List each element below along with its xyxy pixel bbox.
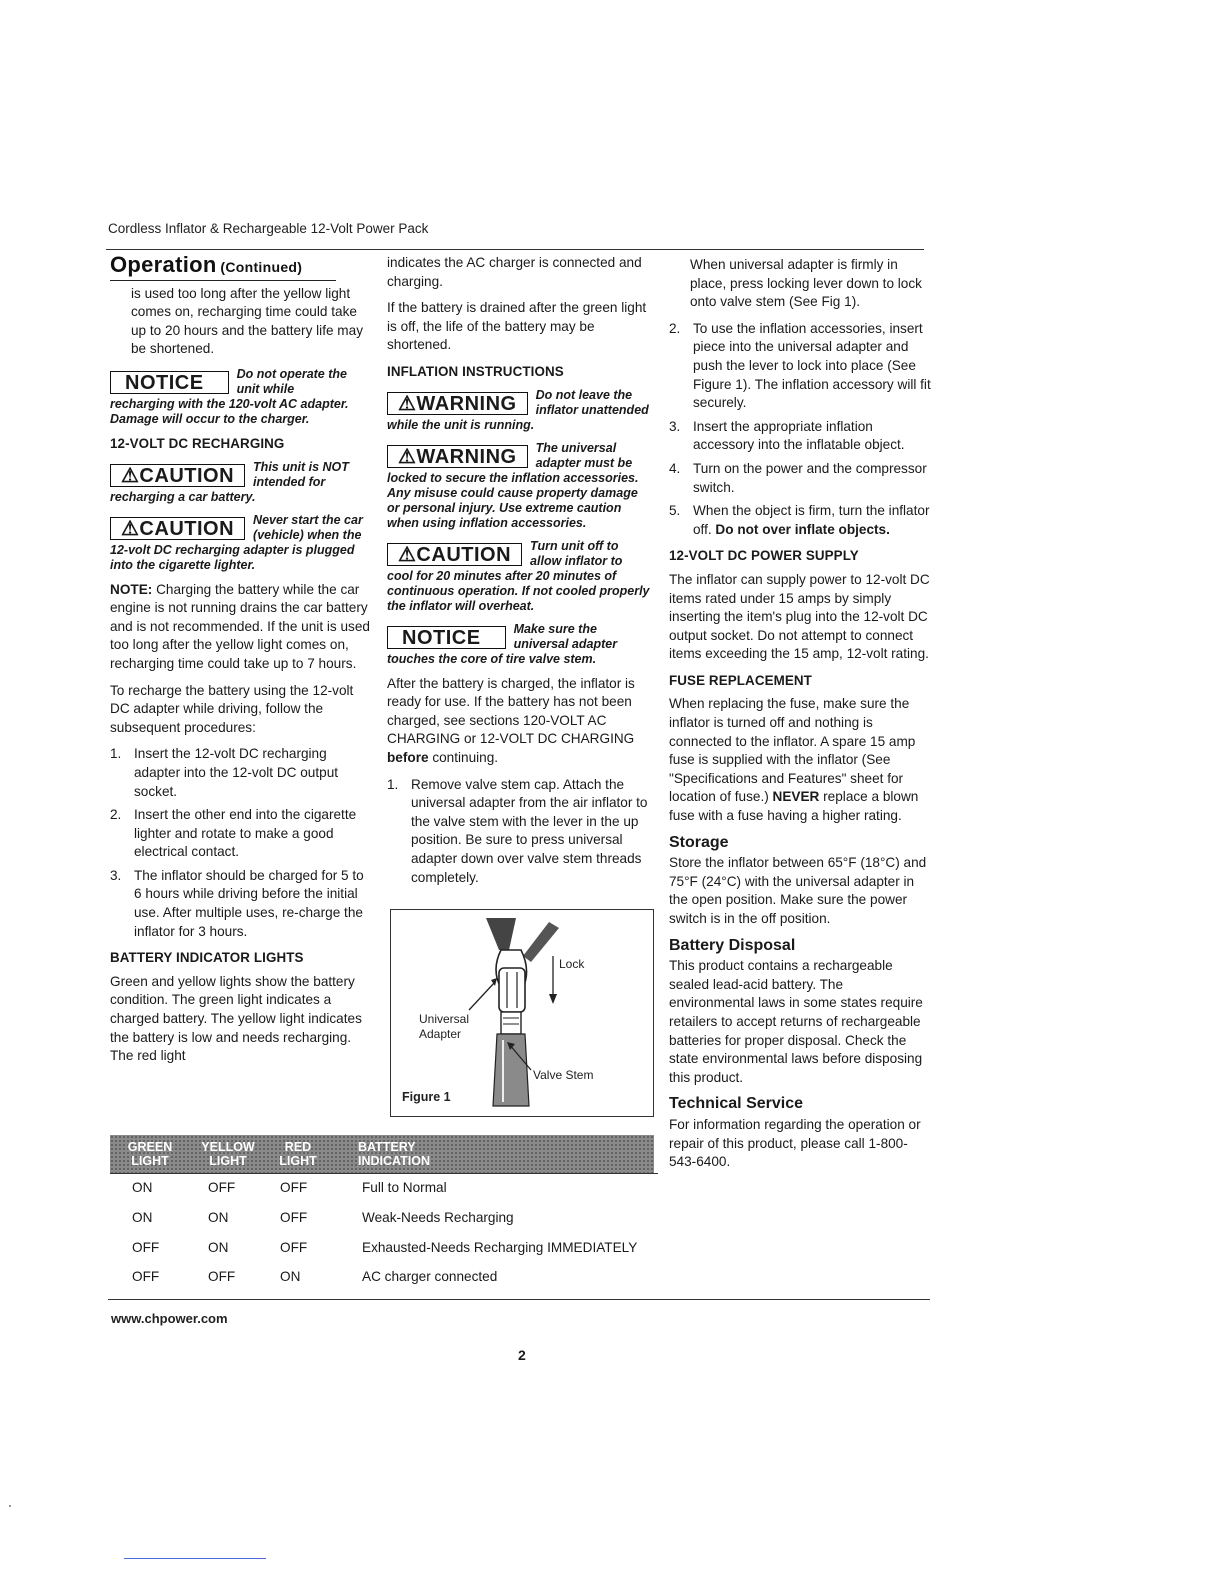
inflation-steps — [387, 776, 653, 888]
list-item: 4. Turn on the power and the compressor switch. — [669, 460, 927, 495]
storage-text: Store the inflator between 65°F (18°C) and 75°F (24°C) with the universal adapter in the open position. Make sure the power switch is in the off position. — [669, 855, 927, 926]
recharge-steps — [110, 745, 372, 941]
subheading-power-supply: 12-VOLT DC POWER SUPPLY — [669, 548, 859, 564]
caution-box-3 — [387, 539, 653, 569]
table-header — [110, 1135, 654, 1173]
intro-paragraph: is used too long after the yellow light comes on, recharging time could take up to 20 hours and the battery life may be shortened. — [131, 285, 363, 357]
list-item: 5. When the object is firm, turn the inflator off. Do not over inflate objects. — [669, 503, 930, 537]
header-green-light: GREEN LIGHT — [127, 1140, 173, 1168]
warning-text: while the unit is running. — [387, 417, 535, 432]
table-row: OFF OFF ON AC charger connected — [132, 1269, 498, 1284]
power-supply-text: The inflator can supply power to 12-volt DC items rated under 15 amps by simply inserting the item's plug into the 12-volt DC output socket. Do not attempt to connect items exceeding the 15 amp, 12-volt rating. — [669, 571, 930, 662]
figure-1 — [390, 909, 654, 1117]
disposal-text: This product contains a rechargeable sealed lead-acid battery. The environmental laws in some states require retailers to accept returns of rechargeable batteries for proper disposal. Check the state environmental laws before disposing this product. — [669, 958, 923, 1085]
scan-artifact-dot — [9, 1505, 11, 1507]
warning-text: locked to secure the inflation accessories. Any misuse could cause property damage or personal injury. Use extreme caution when using inflation accessories. — [387, 470, 639, 530]
footer-rule — [108, 1299, 930, 1300]
figure-label-adapter: Adapter — [419, 1027, 462, 1041]
notice-text: recharging with the 120-volt AC adapter. Damage will occur to the charger. — [110, 396, 349, 426]
header-rule — [106, 249, 924, 250]
list-item: 2. Insert the other end into the cigarette lighter and rotate to make a good electrical contact. — [110, 807, 357, 860]
subheading-battery-lights: BATTERY INDICATOR LIGHTS — [110, 950, 304, 966]
header-battery-indication: BATTERY INDICATION — [358, 1140, 430, 1168]
caution-text: cool for 20 minutes after 20 minutes of continuous operation. If not cooled properly the inflator will overheat. — [387, 568, 650, 613]
warning-badge: ⚠WARNING — [387, 445, 528, 468]
inflation-steps-continued — [669, 320, 931, 540]
table-rule — [110, 1173, 658, 1174]
heading-battery-disposal: Battery Disposal — [669, 936, 796, 954]
caution-badge: ⚠CAUTION — [387, 543, 522, 566]
caution-box-2 — [110, 513, 372, 543]
caution-text: recharging a car battery. — [110, 489, 256, 504]
after-charged-paragraph: After the battery is charged, the inflator is ready for use. If the battery has not been charged, see sections 120-VOLT AC CHARGING or 12-VOLT DC CHARGING before continuing. — [387, 675, 635, 765]
warning-box-2 — [387, 441, 653, 471]
section-heading — [110, 252, 336, 281]
section-title: Operation — [110, 252, 217, 277]
drained-text: If the battery is drained after the green light is off, the life of the battery may be shortened. — [387, 300, 647, 353]
caution-heading: This unit is NOT intended for — [253, 459, 349, 489]
figure-label-valve-stem: Valve Stem — [533, 1068, 594, 1082]
warning-heading: The universal adapter must be — [535, 440, 633, 470]
caution-box-1 — [110, 460, 372, 490]
column-3 — [669, 256, 931, 1180]
notice-badge: NOTICE — [387, 626, 506, 649]
lever-left-shape — [486, 918, 516, 950]
note-paragraph — [110, 581, 372, 674]
list-item: 3. Insert the appropriate inflation accessory into the inflatable object. — [669, 418, 905, 453]
note-label: NOTE: — [110, 581, 153, 597]
caution-badge: ⚠CAUTION — [110, 464, 245, 487]
caution-heading: Turn unit off to allow inflator to — [530, 538, 623, 568]
heading-storage: Storage — [669, 833, 729, 851]
notice-badge: NOTICE — [110, 371, 229, 394]
table-row: ON OFF OFF Full to Normal — [132, 1180, 447, 1195]
page-number: 2 — [518, 1347, 526, 1363]
service-text: For information regarding the operation or repair of this product, please call 1-800-543-6400. — [669, 1116, 921, 1170]
column-2 — [387, 254, 653, 895]
subheading-inflation: INFLATION INSTRUCTIONS — [387, 363, 564, 379]
table-row: OFF ON OFF Exhausted-Needs Recharging IMMEDIATELY — [132, 1240, 638, 1255]
header-yellow-light: YELLOW LIGHT — [201, 1140, 255, 1168]
figure-label-lock: Lock — [559, 957, 585, 971]
notice-box-2 — [387, 622, 653, 652]
list-item: 3. The inflator should be charged for 5 to 6 hours while driving before the initial use. After multiple uses, re-charge the inflator for 3 hours. — [110, 867, 364, 939]
notice-text: touches the core of tire valve stem. — [387, 651, 597, 666]
section-title-suffix: (Continued) — [220, 259, 303, 275]
list-item: 1. Remove valve stem cap. Attach the universal adapter from the air inflator to the valve stem with the lever in the up position. Be sure to press universal adapter down over valve stem threads completely. — [387, 776, 648, 885]
caution-badge: ⚠CAUTION — [110, 517, 245, 540]
caution-text: 12-volt DC recharging adapter is plugged into the cigarette lighter. — [110, 542, 355, 572]
warning-badge: ⚠WARNING — [387, 392, 528, 415]
running-title: Cordless Inflator & Rechargeable 12-Volt Power Pack — [108, 221, 429, 236]
notice-box-1 — [110, 367, 372, 397]
battery-lights-text: Green and yellow lights show the battery condition. The green light indicates a charged battery. The yellow light indicates the battery is low and needs recharging. The red light — [110, 973, 362, 1064]
list-item: 1. Insert the 12-volt DC recharging adapter into the 12-volt DC output socket. — [110, 746, 339, 799]
table-row: ON ON OFF Weak-Needs Recharging — [132, 1210, 514, 1225]
footer-url[interactable]: www.chpower.com — [111, 1311, 228, 1326]
heading-technical-service: Technical Service — [669, 1095, 803, 1113]
header-red-light: RED LIGHT — [279, 1140, 317, 1168]
warning-box-1 — [387, 388, 653, 418]
step1-continued: When universal adapter is firmly in place, press locking lever down to lock onto valve stem (See Fig 1). — [690, 257, 922, 310]
notice-heading: Do not operate the unit while — [236, 366, 347, 396]
notice-heading: Make sure the universal adapter — [513, 621, 618, 651]
figure-label-adapter: Universal — [419, 1012, 470, 1026]
subheading-dc-recharging: 12-VOLT DC RECHARGING — [110, 435, 285, 451]
caution-heading: Never start the car (vehicle) when the — [253, 512, 363, 542]
note-text: Charging the battery while the car engine is not running drains the car battery and is not recommended. If the unit is used too long after the yellow light comes on, recharging time could take up to 7 hours. — [110, 581, 370, 671]
charger-cont-text: indicates the AC charger is connected and charging. — [387, 255, 642, 289]
list-item: 2. To use the inflation accessories, insert piece into the universal adapter and push the lever to lock into place (See Figure 1). The inflation accessory will fit securely. — [669, 320, 931, 411]
fuse-text: When replacing the fuse, make sure the inflator is turned off and nothing is connected to the inflator. A spare 15 amp fuse is supplied with the inflator (See "Specifications and Features" sheet for location of fuse.) NEVER replace a blown fuse with a fuse having a higher rating. — [669, 696, 919, 824]
warning-heading: Do not leave the inflator unattended — [535, 387, 649, 417]
scan-artifact-line — [124, 1558, 266, 1559]
figure-caption: Figure 1 — [402, 1090, 451, 1104]
subheading-fuse: FUSE REPLACEMENT — [669, 672, 812, 688]
column-1 — [110, 252, 372, 1074]
recharge-intro: To recharge the battery using the 12-volt DC adapter while driving, follow the subsequent procedures: — [110, 682, 354, 735]
